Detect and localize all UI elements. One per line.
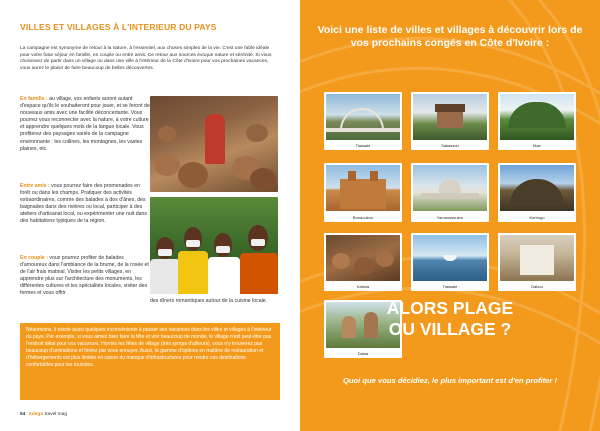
place-name: Daloa — [357, 351, 369, 356]
magazine-brand: Adego — [28, 412, 44, 417]
couple-section — [20, 255, 150, 298]
couple-continuation: des dîners romantiques autour de la cuisine locale. — [150, 298, 268, 304]
place-card — [498, 92, 576, 150]
page-footer — [20, 412, 67, 417]
page-number: 54 — [20, 412, 26, 417]
pottery-market-photo — [150, 96, 278, 192]
family-text: au village, vos enfants auront autant d'espace qu'ils le souhaiteront pour jouer, et se feront de nouveaux amis avec une facilité déconcertante. Vous pourrez vous reconnecter avec la nature, à votre culture et apprendre quelques mots de la langue locale. Vous profiterez des paysages variés de la campagne environnante : les collines, les montagnes, les vastes plaines, etc. — [20, 96, 150, 152]
place-name: Bondoukou — [352, 215, 374, 220]
drawbacks-box — [20, 323, 280, 400]
family-keyword: En famille : — [20, 96, 48, 102]
place-name: Korhogo — [529, 215, 545, 220]
magazine-brand-suffix: travel mag — [43, 412, 68, 417]
place-card — [324, 233, 402, 291]
family-section — [20, 96, 150, 153]
places-intro-title: Voici une liste de villes et villages à découvrir lors de vos prochains congés en Côte d'Ivoire : — [317, 24, 583, 50]
place-name: Tiassalé — [442, 284, 458, 289]
headline-line-1: ALORS PLAGE — [386, 298, 514, 318]
friends-keyword: Entre amis : — [20, 183, 50, 189]
place-card — [498, 233, 576, 291]
place-name: Yamoussoukro — [436, 215, 464, 220]
place-card — [411, 233, 489, 291]
place-name: Tiassalé — [355, 143, 371, 148]
section-title: VILLES ET VILLAGES À L'INTERIEUR DU PAYS — [20, 22, 217, 32]
friends-section — [20, 183, 150, 226]
friends-group-photo — [150, 197, 278, 294]
place-card — [324, 92, 402, 150]
drawbacks-text: Néanmoins, il existe aussi quelques inconvénients à passer ses vacances dans les villes et villages à l'intérieur du pays. Par exemple, si vous aimez bien faire la fête et voir beaucoup de monde, le village n'est peut-être pas l'endroit idéal pour vos vacances. Hormis les fêtes de village (très sympa d'ailleurs), vous n'y trouverez pas beaucoup d'animations et finirez par vous ennuyer. Aussi, la gamme d'options en matière de restauration et d'hébergements est plus limitée en raison du manque d'infrastructures pour rendre ces destinations confortables pour les touristes. — [26, 327, 272, 368]
headline-line-2: OU VILLAGE ? — [388, 319, 512, 339]
place-name: Sakassou — [441, 143, 459, 148]
couple-keyword: En couple : — [20, 255, 48, 261]
place-name: Man — [533, 143, 541, 148]
place-card — [498, 163, 576, 222]
place-name: Dabou — [531, 284, 543, 289]
place-name: Katiola — [356, 284, 370, 289]
closing-text: Quoi que vous décidiez, le plus important est d'en profiter ! — [342, 376, 558, 385]
intro-paragraph: La campagne est synonyme de retour à la nature, à l'essentiel, aux choses simples de la vie. C'est une fable idéale pour votre futur séjour en famille, en couple ou entre amis. Ce retour aux sources évoque nature et sérénité. Si vous choisissez de partir dans un village ou dans une ville à l'intérieur de la Côte d'Ivoire pour vos prochaines vacances, vous aurez le plaisir de faire beaucoup de belles découvertes. — [20, 46, 272, 71]
headline — [316, 298, 584, 340]
place-card — [324, 163, 402, 222]
couple-text: vous pourrez profiter de balades d'amoureux dans l'ambiance de la brume, de la rosée et de l'air frais matinal. Visiter les petits villages, en apprendre plus sur l'architecture des monuments, les différentes cultures et les spécialités locales, visiter des fermes et vous offrir — [20, 255, 149, 297]
place-card — [411, 163, 489, 222]
right-page — [300, 0, 600, 431]
place-card — [411, 92, 489, 150]
friends-text: vous pourrez faire des promenades en forêt ou dans les champs. Pratiquer des activités extraordinaires, comme des balades à dos d'ânes, des baignades dans des rivières ou local, participer à des ateliers d'artisanat local, ou expérimenter une nuit dans des habitations typiques de la région. — [20, 183, 148, 225]
